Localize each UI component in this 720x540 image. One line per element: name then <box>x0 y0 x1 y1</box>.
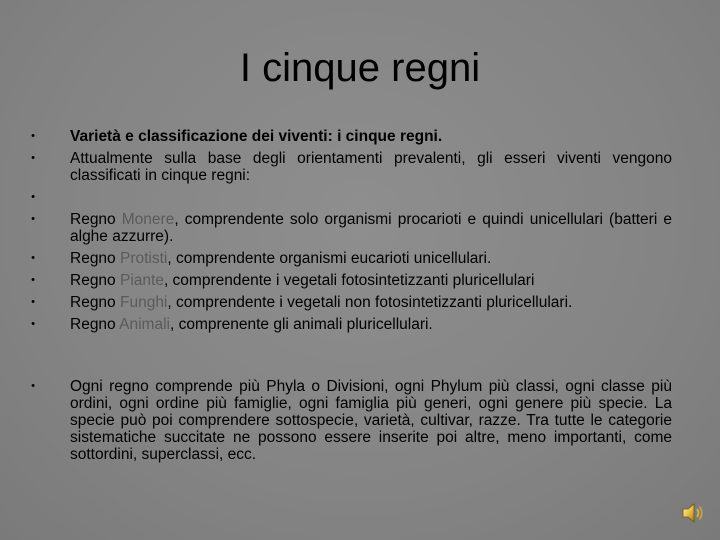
kingdom-description: , comprendente organismi eucarioti unicellulari. <box>167 250 492 267</box>
slide-title: I cinque regni <box>239 46 481 90</box>
bullet-marker: • <box>31 152 35 164</box>
bullet-marker: • <box>31 130 35 142</box>
bullet-text <box>70 294 672 311</box>
bullet-marker: • <box>31 296 35 308</box>
kingdom-description: , comprendente solo organismi procarioti e quindi unicellulari (batteri e alghe azzurre). <box>70 211 672 245</box>
kingdom-name: Monere <box>121 211 175 228</box>
speaker-icon[interactable] <box>680 500 706 526</box>
kingdom-description: , comprendente i vegetali non fotosintetizzanti pluricellulari. <box>167 294 573 311</box>
bullet-text <box>70 316 672 333</box>
bullet-marker: • <box>31 318 35 330</box>
kingdom-name: Piante <box>119 272 164 289</box>
kingdom-name: Animali <box>119 316 170 333</box>
kingdom-name: Protisti <box>119 250 168 267</box>
bullet-text <box>70 272 672 289</box>
bullet-text: Varietà e classificazione dei viventi: i cinque regni. <box>70 128 443 145</box>
kingdom-prefix: Regno <box>70 294 120 311</box>
kingdom-prefix: Regno <box>70 211 122 228</box>
kingdom-prefix: Regno <box>70 316 120 333</box>
kingdom-prefix: Regno <box>70 250 120 267</box>
kingdom-description: , comprendente i vegetali fotosintetizzanti pluricellulari <box>163 272 535 289</box>
bullet-marker: • <box>31 380 35 392</box>
bullet-marker: • <box>31 252 35 264</box>
bullet-text <box>70 250 672 267</box>
bullet-text: Attualmente sulla base degli orientamenti prevalenti, gli esseri viventi vengono classificati in cinque regni: <box>70 150 672 184</box>
kingdom-name: Funghi <box>119 294 168 311</box>
kingdom-description: , comprenente gli animali pluricellulari. <box>169 316 433 333</box>
bullet-marker: • <box>31 213 35 225</box>
bullet-text: Ogni regno comprende più Phyla o Divisioni, ogni Phylum più classi, ogni classe più ordini, ogni ordine più famiglie, ogni famiglia più generi, ogni genere più specie. La specie può poi comprendere sottospecie, varietà, cultivar, razze. Tra tutte le categorie sistematiche succitate ne possono essere inserite poi altre, meno importanti, come sottordini, superclassi, ecc. <box>70 378 672 463</box>
kingdom-prefix: Regno <box>70 272 120 289</box>
bullet-marker: • <box>31 191 35 203</box>
bullet-marker: • <box>31 274 35 286</box>
bullet-text <box>70 211 672 245</box>
